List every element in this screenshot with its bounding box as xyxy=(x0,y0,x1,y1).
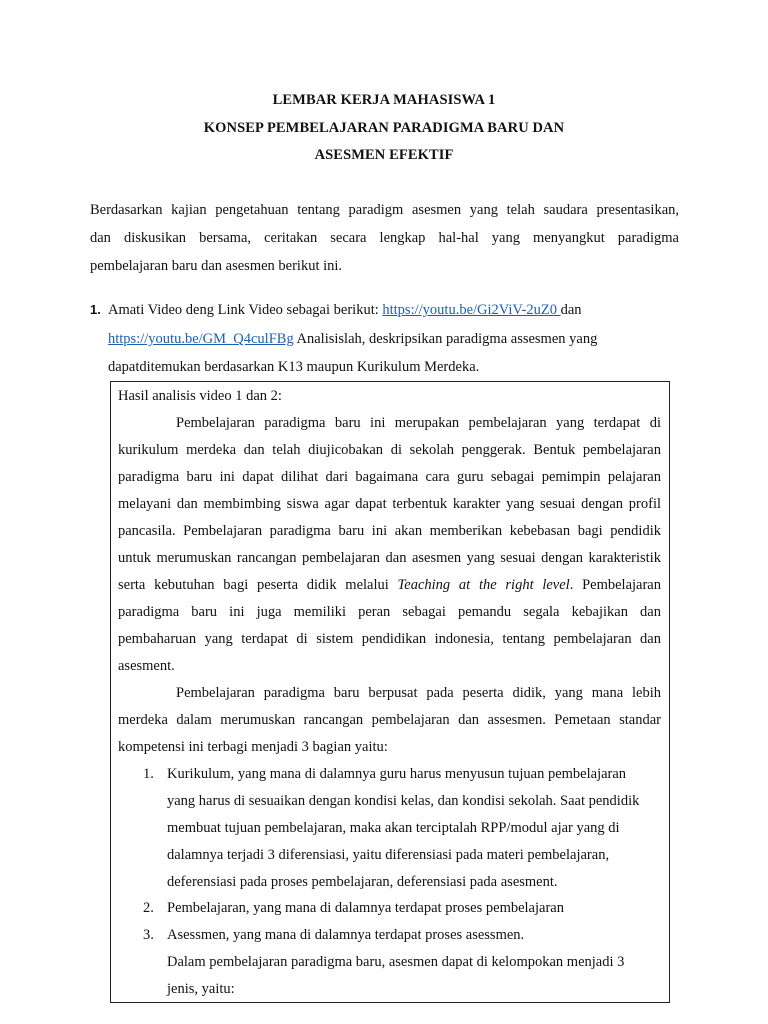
list-item-line xyxy=(118,791,661,818)
paragraph-line: pancasila. Pembelajaran paradigma baru ini akan memberikan kebebasan bagi pendidik xyxy=(118,523,661,539)
list-item-line xyxy=(118,979,661,1003)
intro-line: Berdasarkan kajian pengetahuan tentang paradigm asesmen yang telah saudara presentasikan, xyxy=(90,202,679,218)
question-text: Amati Video deng Link Video sebagai berikut: xyxy=(108,302,383,318)
answer-box xyxy=(110,381,670,1003)
answer-heading: Hasil analisis video 1 dan 2: xyxy=(118,388,282,404)
question-text: dan xyxy=(560,302,582,318)
paragraph-line: merdeka dalam merumuskan rancangan pembelajaran dan assesmen. Pemetaan standar xyxy=(118,712,661,728)
question-number: 1. xyxy=(90,302,101,317)
list-text: jenis, yaitu: xyxy=(167,981,235,997)
worksheet-subtitle-line1: KONSEP PEMBELAJARAN PARADIGMA BARU DAN xyxy=(203,120,565,136)
intro-paragraph xyxy=(90,196,679,280)
paragraph-text: serta kebutuhan bagi peserta didik melalui xyxy=(118,577,398,593)
question-text: Analisislah, deskripsikan paradigma assesmen yang xyxy=(293,331,598,347)
list-text: Pembelajaran, yang mana di dalamnya terdapat proses pembelajaran xyxy=(167,900,564,916)
list-text: membuat tujuan pembelajaran, maka akan terciptalah RPP/modul ajar yang di xyxy=(167,820,620,836)
paragraph-line: paradigma baru ini juga memiliki peran sebagai pemandu segala kebajikan dan xyxy=(118,604,661,620)
list-item-line xyxy=(118,872,661,899)
paragraph-line: pembaharuan yang terdapat di sistem pendidikan indonesia, tentang pembelajaran dan xyxy=(118,631,661,647)
list-item xyxy=(118,898,661,925)
paragraph-line xyxy=(118,575,661,602)
list-text: Asessmen, yang mana di dalamnya terdapat proses asessmen. xyxy=(167,927,525,943)
list-text: Kurikulum, yang mana di dalamnya guru harus menyusun tujuan pembelajaran xyxy=(167,766,627,782)
list-number: 1. xyxy=(143,766,154,782)
list-number: 3. xyxy=(143,927,154,943)
list-item xyxy=(118,764,661,791)
paragraph-line: untuk merumuskan rancangan pembelajaran dan asesmen yang sesuai dengan karakteristik xyxy=(118,550,661,566)
video-link-1[interactable]: https://youtu.be/Gi2ViV-2uZ0 xyxy=(382,302,561,318)
intro-line: pembelajaran baru dan asesmen berikut ini. xyxy=(90,258,343,274)
italic-term: Teaching at the right level xyxy=(397,577,570,593)
question-line: dapatditemukan berdasarkan K13 maupun Kurikulum Merdeka. xyxy=(108,359,480,375)
list-number: 2. xyxy=(143,900,154,916)
worksheet-subtitle-line2: ASESMEN EFEKTIF xyxy=(314,147,454,163)
list-text: deferensiasi pada proses pembelajaran, deferensiasi pada asesment. xyxy=(167,874,558,890)
list-text: Dalam pembelajaran paradigma baru, asesmen dapat di kelompokan menjadi 3 xyxy=(167,954,625,970)
list-item-line xyxy=(118,845,661,872)
paragraph-line: paradigma baru ini dapat dilihat dari bagaimana cara guru sebagai pemimpin pelajaran xyxy=(118,469,661,485)
paragraph-line: kurikulum merdeka dan telah diujicobakan di sekolah penggerak. Bentuk pembelajaran xyxy=(118,442,661,458)
list-text: dalamnya terjadi 3 diferensiasi, yaitu diferensiasi pada materi pembelajaran, xyxy=(167,847,610,863)
list-item xyxy=(118,925,661,952)
video-link-2[interactable]: https://youtu.be/GM_Q4culFBg xyxy=(108,331,294,347)
paragraph-line: Pembelajaran paradigma baru berpusat pada peserta didik, yang mana lebih xyxy=(176,685,661,701)
list-item-line xyxy=(118,952,661,979)
list-text: yang harus di sesuaikan dengan kondisi kelas, dan kondisi sekolah. Saat pendidik xyxy=(167,793,640,809)
intro-line: dan diskusikan bersama, ceritakan secara lengkap hal-hal yang menyangkut paradigma xyxy=(90,230,679,246)
paragraph-line: asesment. xyxy=(118,658,175,674)
worksheet-title: LEMBAR KERJA MAHASISWA 1 xyxy=(272,92,496,108)
question-line xyxy=(108,302,582,319)
paragraph-line: kompetensi ini terbagi menjadi 3 bagian yaitu: xyxy=(118,739,388,755)
list-item-line xyxy=(118,818,661,845)
paragraph-line: melayani dan membimbing siswa agar dapat terbentuk karakter yang sesuai dengan profil xyxy=(118,496,661,512)
paragraph-text: . Pembelajaran xyxy=(569,577,661,593)
paragraph-line: Pembelajaran paradigma baru ini merupakan pembelajaran yang terdapat di xyxy=(176,415,661,431)
question-line xyxy=(108,331,597,348)
